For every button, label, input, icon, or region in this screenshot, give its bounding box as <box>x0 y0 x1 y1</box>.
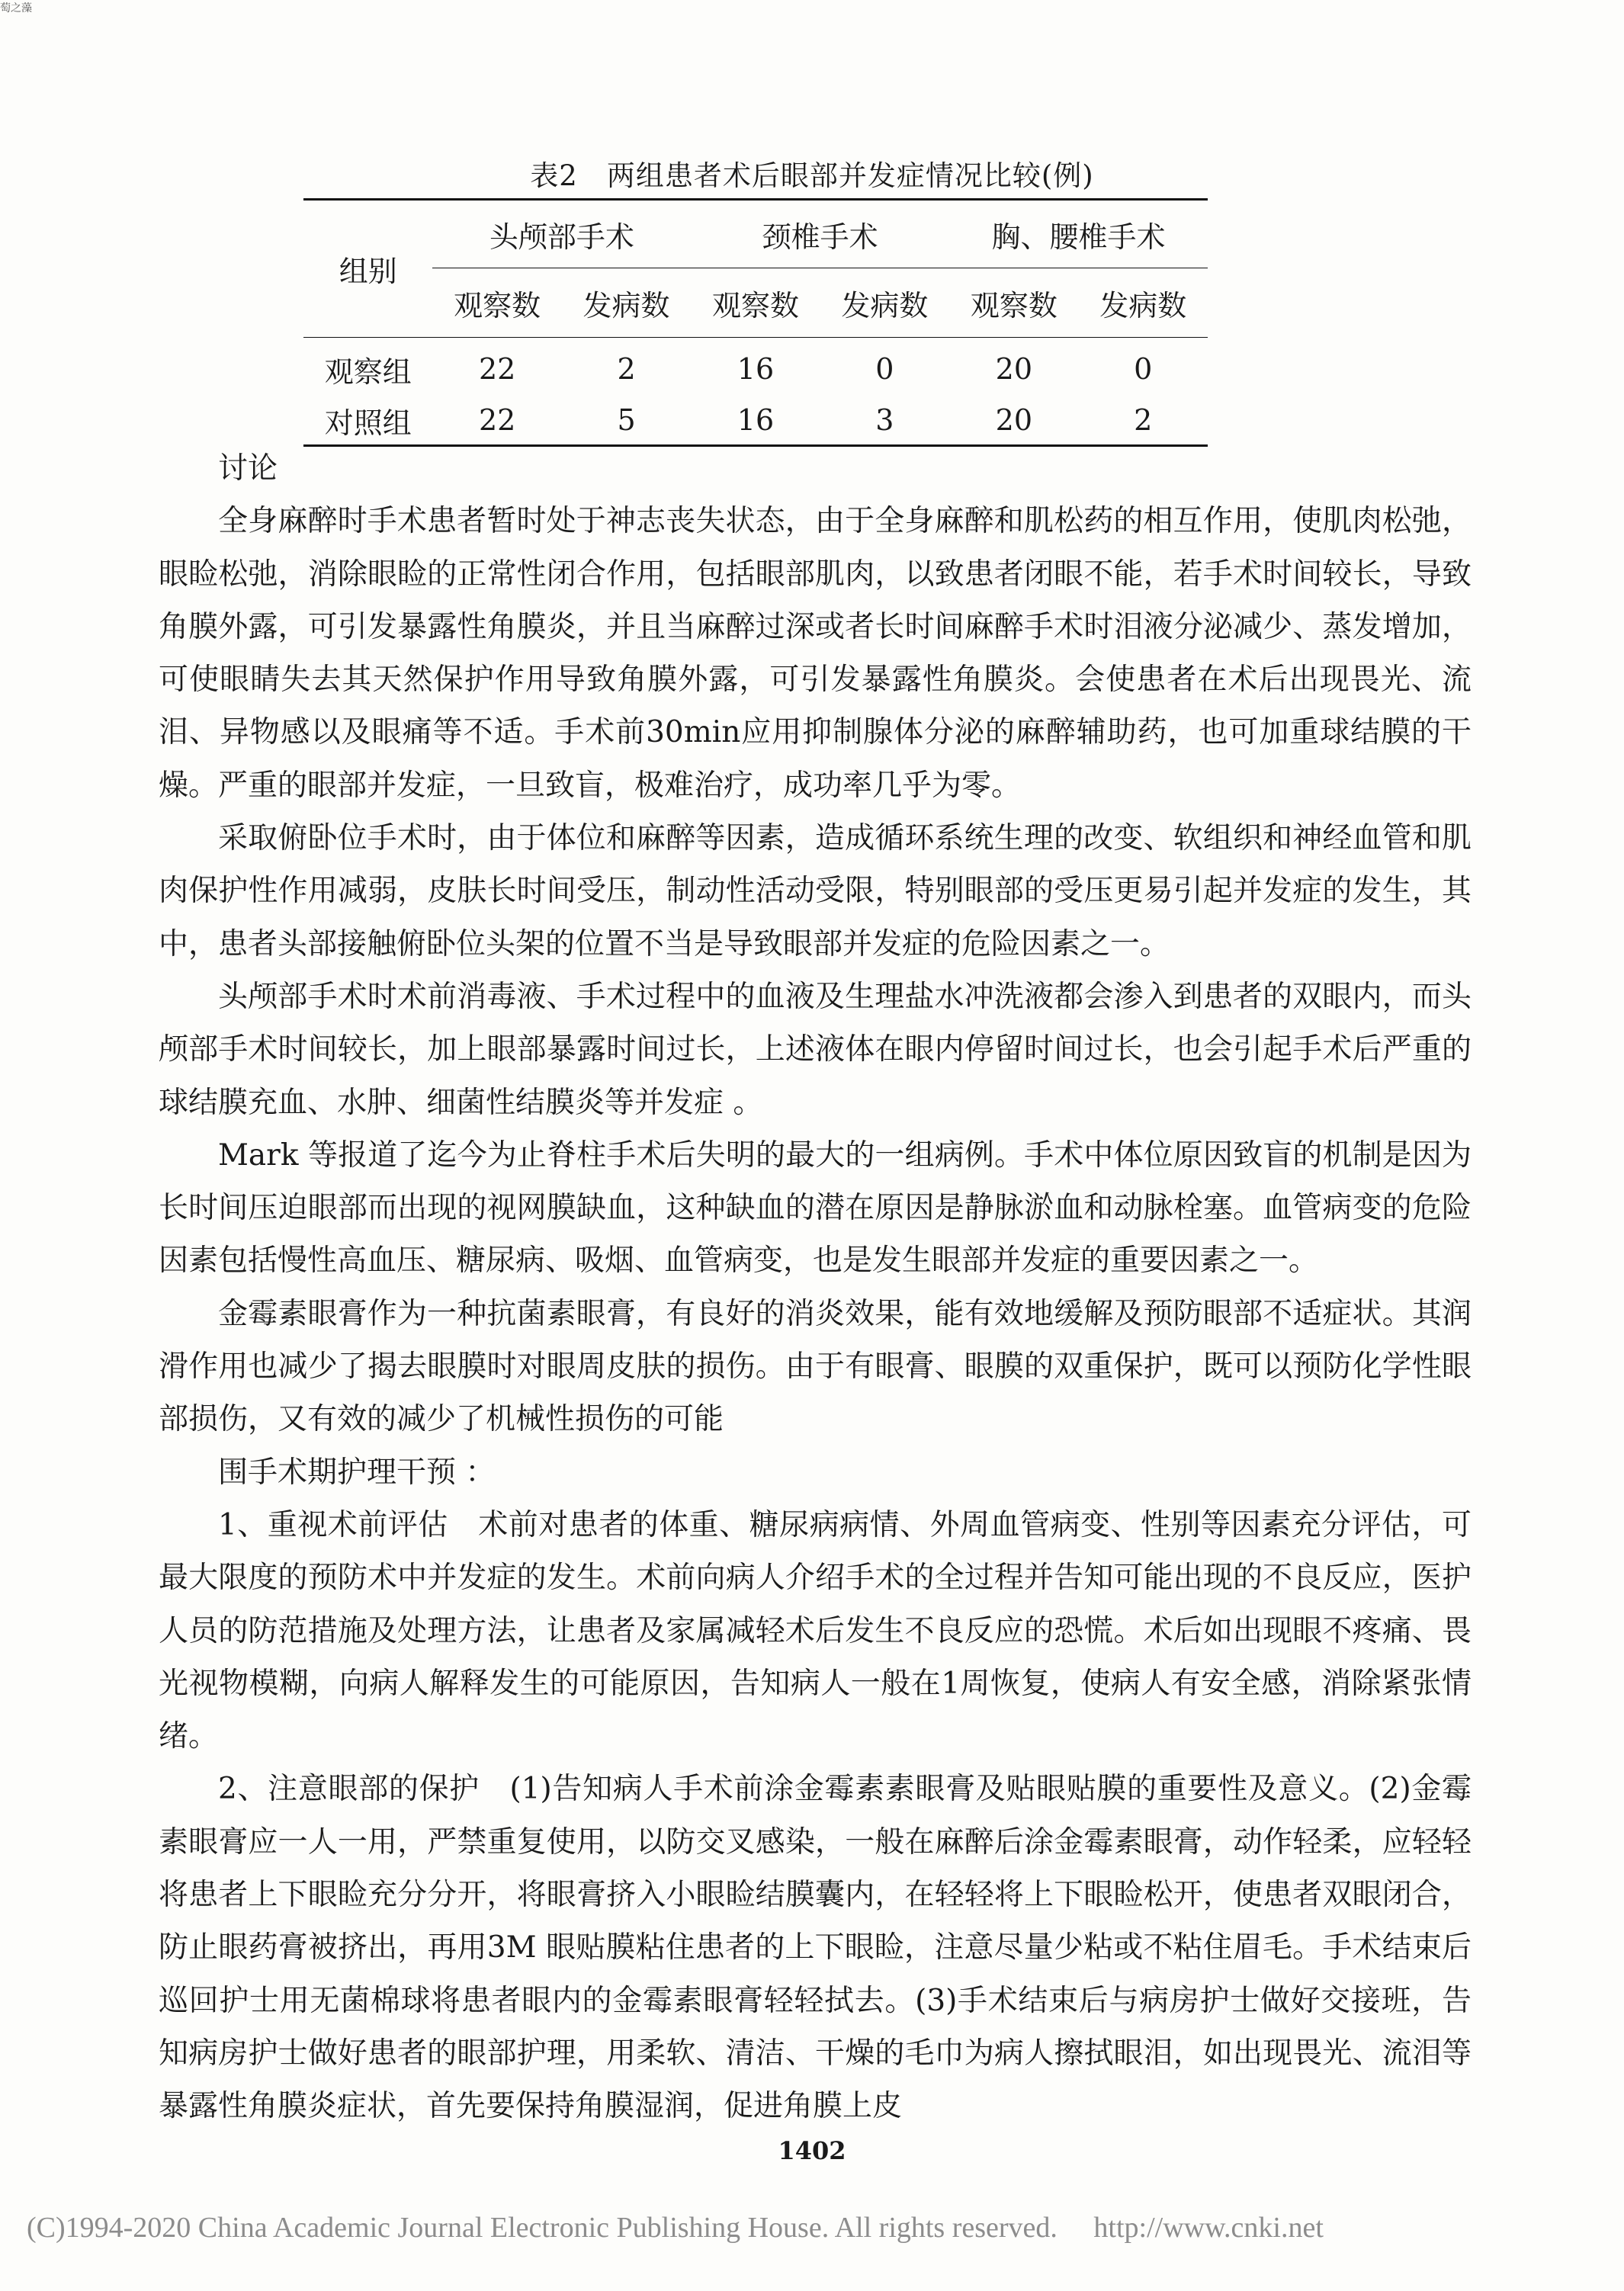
col-group-header: 胸、腰椎手术 <box>949 200 1208 268</box>
table-cell: 16 <box>737 352 775 386</box>
table-cell: 3 <box>820 396 949 446</box>
paragraph: 2、注意眼部的保护 (1)告知病人手术前涂金霉素素眼膏及贴眼贴膜的重要性及意义。(2)金霉素眼膏应一人一用，严禁重复使用，以防交叉感染，一般在麻醉后涂金霉素眼膏，动作轻柔，应轻轻将患者上下眼睑充分分开，将眼膏挤入小眼睑结膜囊内，在轻轻将上下眼睑松开，使患者双眼闭合，防止眼药膏被挤出，再用3M 眼贴膜粘住患者的上下眼睑，注意尽量少粘或不粘住眉毛。手术结束后巡回护士用无菌棉球将患者眼内的金霉素眼膏轻轻拭去。(3)手术结束后与病房护士做好交接班，告知病房护士做好患者的眼部护理，用柔软、清洁、干燥的毛巾为病人擦拭眼泪，如出现畏光、流泪等暴露性角膜炎症状，首先要保持角膜湿润，促进角膜上皮 <box>159 1772 1472 2124</box>
sub-header: 发病数 <box>820 268 949 338</box>
group-header: 组别 <box>303 200 432 338</box>
col-group-header: 颈椎手术 <box>691 200 949 268</box>
table-cell: 16 <box>691 396 820 446</box>
section-heading: 讨论 <box>218 451 278 486</box>
table-cell: 2 <box>617 352 636 386</box>
table-cell: 20 <box>995 352 1032 386</box>
sub-header: 发病数 <box>1079 268 1208 338</box>
table-row <box>303 338 1208 396</box>
page-number: 1402 <box>778 2136 846 2165</box>
row-label: 对照组 <box>303 396 432 446</box>
paragraph: 头颅部手术时术前消毒液、手术过程中的血液及生理盐水冲洗液都会渗入到患者的双眼内，而头颅部手术时间较长，加上眼部暴露时间过长，上述液体在眼内停留时间过长，也会引起手术后严重的球结膜充血、水肿、细菌性结膜炎等并发症 。 <box>159 979 1472 1120</box>
corner-mark: 萄之藻 <box>0 2 32 14</box>
paragraph: 采取俯卧位手术时，由于体位和麻醉等因素，造成循环系统生理的改变、软组织和神经血管和肌肉保护性作用减弱，皮肤长时间受压，制动性活动受限，特别眼部的受压更易引起并发症的发生，其中，患者头部接触俯卧位头架的位置不当是导致眼部并发症的危险因素之一。 <box>159 821 1472 961</box>
paragraph: 全身麻醉时手术患者暂时处于神志丧失状态，由于全身麻醉和肌松药的相互作用，使肌肉松弛，眼睑松弛，消除眼睑的正常性闭合作用，包括眼部肌肉，以致患者闭眼不能，若手术时间较长，导致角膜外露，可引发暴露性角膜炎，并且当麻醉过深或者长时间麻醉手术时泪液分泌减少、蒸发增加，可使眼睛失去其天然保护作用导致角膜外露，可引发暴露性角膜炎。会使患者在术后出现畏光、流泪、异物感以及眼痛等不适。手术前30min应用抑制腺体分泌的麻醉辅助药，也可加重球结膜的干燥。严重的眼部并发症，一旦致盲，极难治疗，成功率几乎为零。 <box>159 504 1472 803</box>
table-cell: 2 <box>1079 396 1208 446</box>
comparison-table <box>303 198 1208 447</box>
table-caption: 表2 两组患者术后眼部并发症情况比较(例) <box>530 159 1094 192</box>
table-row <box>303 396 1208 446</box>
paragraph: 金霉素眼膏作为一种抗菌素眼膏，有良好的消炎效果，能有效地缓解及预防眼部不适症状。其润滑作用也减少了揭去眼膜时对眼周皮肤的损伤。由于有眼膏、眼膜的双重保护，既可以预防化学性眼部损伤，又有效的减少了机械性损伤的可能 <box>159 1296 1472 1437</box>
paragraph: 1、重视术前评估 术前对患者的体重、糖尿病病情、外周血管病变、性别等因素充分评估，可最大限度的预防术中并发症的发生。术前向病人介绍手术的全过程并告知可能出现的不良反应，医护人员的防范措施及处理方法，让患者及家属减轻术后发生不良反应的恐慌。术后如出现眼不疼痛、畏光视物模糊，向病人解释发生的可能原因，告知病人一般在1周恢复，使病人有安全感，消除紧张情绪。 <box>159 1507 1472 1754</box>
sub-header: 观察数 <box>432 268 561 338</box>
row-label: 观察组 <box>324 355 412 389</box>
table-cell: 22 <box>432 396 561 446</box>
table-cell: 0 <box>875 352 894 386</box>
paragraph: Mark 等报道了迄今为止脊柱手术后失明的最大的一组病例。手术中体位原因致盲的机制是因为长时间压迫眼部而出现的视网膜缺血，这种缺血的潜在原因是静脉淤血和动脉栓塞。血管病变的危险因素包括慢性高血压、糖尿病、吸烟、血管病变，也是发生眼部并发症的重要因素之一。 <box>159 1137 1472 1279</box>
copyright-footer: (C)1994-2020 China Academic Journal Electronic Publishing House. All rights reserved. http://www.cnki.net <box>27 2212 1324 2244</box>
table-cell: 22 <box>478 352 516 386</box>
sub-header: 发病数 <box>562 268 691 338</box>
sub-header: 观察数 <box>691 268 820 338</box>
table-cell: 5 <box>562 396 691 446</box>
subsection-heading: 围手术期护理干预 ： <box>218 1455 496 1490</box>
table-cell: 0 <box>1134 352 1153 386</box>
col-group-header: 头颅部手术 <box>432 200 691 268</box>
article-body <box>159 442 1472 2133</box>
table-cell: 20 <box>949 396 1078 446</box>
sub-header: 观察数 <box>949 268 1078 338</box>
